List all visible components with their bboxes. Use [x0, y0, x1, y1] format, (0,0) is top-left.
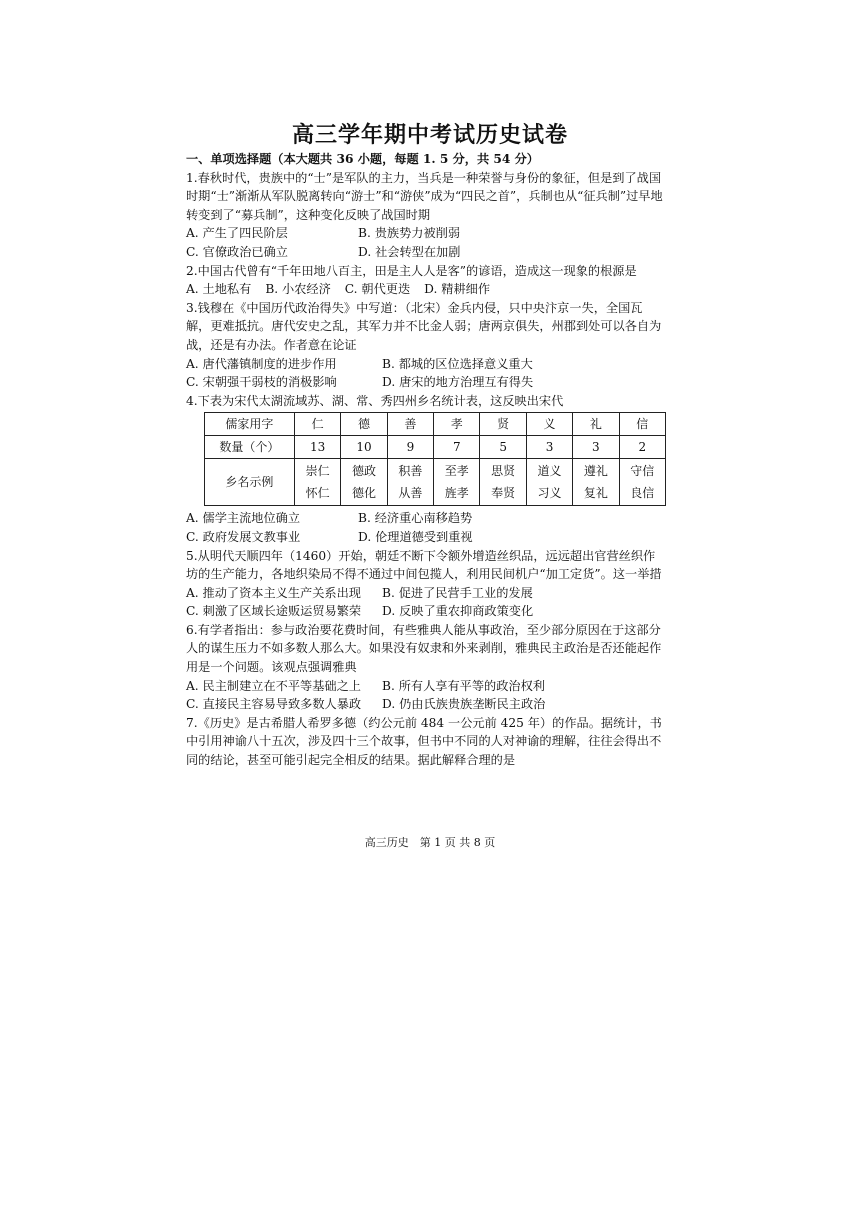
table-cell: 仁 — [294, 413, 340, 436]
example-name: 道义 — [537, 464, 562, 479]
example-name: 德政 — [352, 464, 377, 479]
q1-option-d: D. 社会转型在加剧 — [358, 244, 461, 259]
table-cell — [619, 459, 665, 506]
table-cell — [434, 459, 480, 506]
q3-option-c: C. 宋朝强干弱枝的消极影响 — [186, 375, 337, 390]
exam-title: 高三学年期中考试历史试卷 — [291, 122, 568, 148]
q3-option-d: D. 唐宋的地方治理互有得失 — [382, 375, 534, 390]
question-4-stem: 4.下表为宋代太湖流域苏、湖、常、秀四州乡名统计表，这反映出宋代 — [186, 393, 564, 408]
question-3-options — [186, 355, 666, 392]
q1-option-c: C. 官僚政治已确立 — [186, 244, 288, 259]
q2-option-a: A. 土地私有 — [186, 282, 252, 297]
table-row-header: 儒家用字 — [205, 413, 295, 436]
table-cell: 德 — [341, 413, 387, 436]
q6-option-c: C. 直接民主容易导致多数人暴政 — [186, 697, 362, 712]
table-cell — [387, 459, 433, 506]
township-names-table — [204, 412, 666, 506]
question-6-options — [186, 677, 666, 714]
table-cell: 信 — [619, 413, 665, 436]
q4-option-d: D. 伦理道德受到重视 — [358, 529, 473, 544]
example-name: 习义 — [537, 486, 562, 501]
example-name: 德化 — [352, 486, 377, 501]
table-row — [205, 413, 666, 436]
table-cell: 善 — [387, 413, 433, 436]
q3-option-a: A. 唐代藩镇制度的进步作用 — [186, 356, 337, 371]
question-1-stem: 1.春秋时代，贵族中的“士”是军队的主力，当兵是一种荣誉与身份的象征，但是到了战国时期“士”渐渐从军队脱离转向“游士”和“游侠”成为“四民之首”，兵制也从“征兵制”过早地转变到了“募兵制”，这种变化反映了战国时期 — [186, 170, 663, 222]
table-cell — [480, 459, 526, 506]
question-2-stem: 2.中国古代曾有“千年田地八百主，田是主人人是客”的谚语，造成这一现象的根源是 — [186, 263, 637, 278]
table-cell — [573, 459, 619, 506]
example-name: 崇仁 — [305, 464, 330, 479]
q5-option-b: B. 促进了民营手工业的发展 — [382, 585, 533, 600]
example-name: 积善 — [398, 464, 423, 479]
q6-option-a: A. 民主制建立在不平等基础之上 — [186, 678, 361, 693]
question-7-stem: 7.《历史》是古希腊人希罗多德（约公元前 484 一公元前 425 年）的作品。据统计，书中引用神谕八十五次，涉及四十三个故事，但书中不同的人对神谕的理解，往往会得出不同的结论，甚至可能引起完全相反的结果。据此解释合理的是 — [186, 715, 662, 768]
table-row-header: 数量（个） — [205, 436, 295, 459]
example-name: 思贤 — [491, 464, 516, 479]
q4-option-c: C. 政府发展文教事业 — [186, 529, 301, 544]
q5-option-a: A. 推动了资本主义生产关系出现 — [186, 585, 361, 600]
question-6-stem: 6.有学者指出：参与政治要花费时间，有些雅典人能从事政治，至少部分原因在于这部分人的谋生压力不如多数人那么大。如果没有奴隶和外来剥削，雅典民主政治是否还能起作用是一个问题。该观点强调雅典 — [186, 622, 662, 675]
table-cell — [341, 459, 387, 506]
table-cell: 13 — [294, 436, 340, 459]
q2-option-c: C. 朝代更迭 — [344, 282, 411, 297]
question-5-stem: 5.从明代天顺四年（1460）开始，朝廷不断下令额外增造丝织品，远远超出官营丝织作坊的生产能力，各地织染局不得不通过中间包揽人，利用民间机户“加工定货”。这一举措 — [186, 548, 662, 582]
table-cell: 礼 — [573, 413, 619, 436]
table-cell — [526, 459, 572, 506]
table-row — [205, 459, 666, 506]
table-cell: 贤 — [480, 413, 526, 436]
table-cell: 5 — [480, 436, 526, 459]
table-cell: 9 — [387, 436, 433, 459]
exam-content — [186, 150, 666, 770]
table-cell: 义 — [526, 413, 572, 436]
question-3-stem: 3.钱穆在《中国历代政治得失》中写道：（北宋）金兵内侵，只中央汴京一失，全国瓦解，更难抵抗。唐代安史之乱，其军力并不比金人弱；唐两京俱失，州郡到处可以各自为战，还是有办法。作者意在论证 — [186, 300, 662, 352]
table-row — [205, 436, 666, 459]
question-2-options — [186, 280, 666, 299]
table-cell: 2 — [619, 436, 665, 459]
table-cell — [294, 459, 340, 506]
example-name: 从善 — [398, 486, 423, 501]
section-header: 一、单项选择题（本大题共 36 小题，每题 1. 5 分，共 54 分） — [186, 152, 539, 166]
q6-option-d: D. 仍由氏族贵族垄断民主政治 — [382, 697, 546, 712]
example-name: 良信 — [630, 486, 655, 501]
q2-option-b: B. 小农经济 — [265, 282, 331, 297]
q3-option-b: B. 都城的区位选择意义重大 — [382, 356, 533, 371]
question-1-options — [186, 224, 666, 261]
question-4-options — [186, 509, 666, 546]
table-cell: 孝 — [434, 413, 480, 436]
example-name: 遵礼 — [583, 464, 608, 479]
table-cell: 7 — [434, 436, 480, 459]
q4-option-b: B. 经济重心南移趋势 — [358, 511, 473, 526]
q5-option-d: D. 反映了重农抑商政策变化 — [382, 604, 534, 619]
q5-option-c: C. 刺激了区域长途贩运贸易繁荣 — [186, 604, 362, 619]
q1-option-b: B. 贵族势力被削弱 — [358, 226, 461, 241]
page-footer: 高三历史 第 1 页 共 8 页 — [364, 836, 496, 849]
example-name: 守信 — [630, 464, 655, 479]
table-row-header: 乡名示例 — [205, 459, 295, 506]
q2-option-d: D. 精耕细作 — [424, 282, 491, 297]
example-name: 奉贤 — [491, 486, 516, 501]
example-name: 复礼 — [583, 486, 608, 501]
table-cell: 10 — [341, 436, 387, 459]
example-name: 怀仁 — [305, 486, 330, 501]
question-5-options — [186, 584, 666, 621]
example-name: 至孝 — [444, 464, 469, 479]
table-cell: 3 — [573, 436, 619, 459]
q6-option-b: B. 所有人享有平等的政治权利 — [382, 678, 545, 693]
q1-option-a: A. 产生了四民阶层 — [186, 226, 288, 241]
example-name: 旌孝 — [444, 486, 469, 501]
table-cell: 3 — [526, 436, 572, 459]
q4-option-a: A. 儒学主流地位确立 — [186, 511, 301, 526]
